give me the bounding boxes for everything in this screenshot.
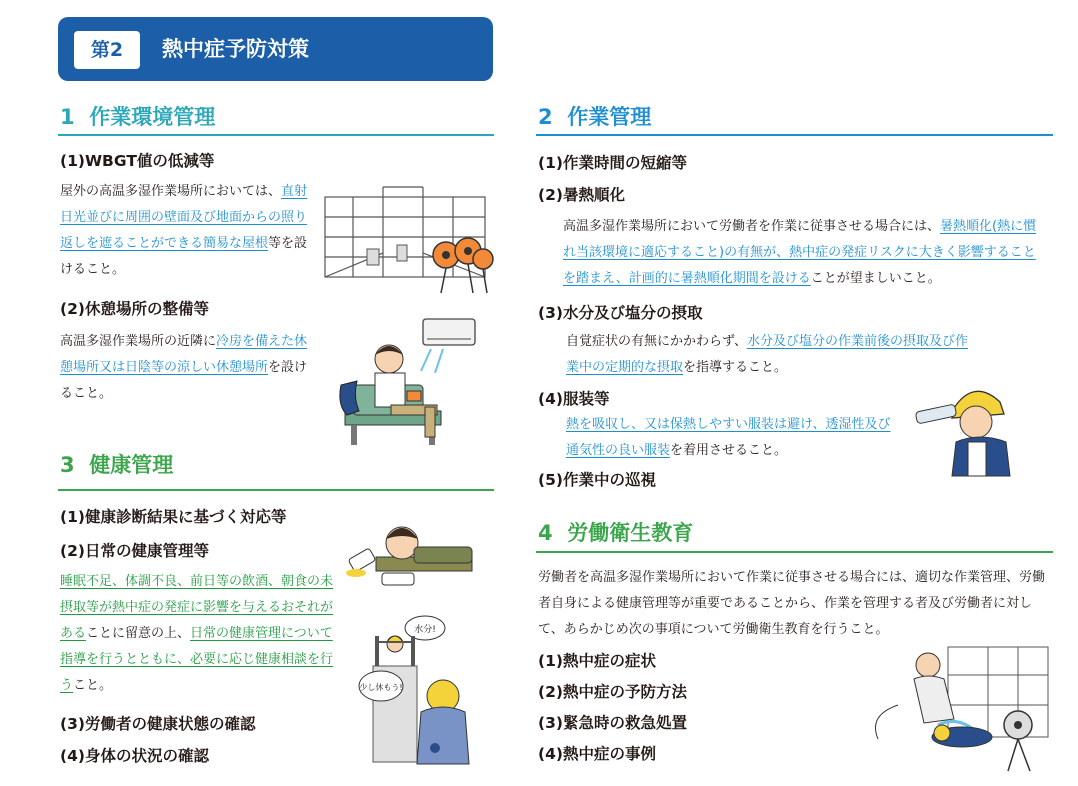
worker-drinking-illustration	[910, 378, 1015, 478]
s1-rest-area-emphasis: 冷房を備えた休憩場所又は日陰等の涼しい休憩場所	[60, 334, 308, 375]
fan-icon	[433, 238, 493, 293]
section-2-heading	[538, 102, 651, 132]
s2-sub-clothing: (4)服装等	[538, 390, 610, 408]
s1-sub-rest-area: (2)休憩場所の整備等	[60, 300, 209, 318]
section-3-number: 3	[60, 453, 75, 477]
section-4-underline	[536, 551, 1053, 553]
section-1-heading	[60, 102, 215, 132]
s1-wbgt-text: 屋外の高温多湿作業場所においては、直射日光並びに周囲の壁面及び地面からの照り返しを遮ることができる簡易な屋根等を設けること。	[60, 184, 308, 277]
s2-sub-hours: (1)作業時間の短縮等	[538, 154, 687, 172]
scaffold-fans-illustration	[323, 183, 495, 295]
s2-sub-patrol: (5)作業中の巡視	[538, 471, 656, 489]
section-2-title: 作業管理	[567, 105, 652, 129]
s1-wbgt-emphasis: 直射日光並びに周囲の壁面及び地面からの照り返しを遮ることができる簡易な屋根	[60, 184, 308, 251]
section-3-heading	[60, 450, 173, 480]
s2-acclimatization-emphasis: 暑熱順化(熱に慣れ当該環境に適応すること)の有無が、熱中症の発症リスクに大きく影響することを踏まえ、計画的に暑熱順化期間を設ける	[563, 219, 1037, 286]
section-4-title: 労働衛生教育	[567, 521, 694, 545]
s4-item-symptoms: (1)熱中症の症状	[538, 652, 656, 670]
chapter-banner	[58, 17, 493, 81]
bubble-text-water: 水分!	[414, 625, 436, 635]
section-1-underline	[58, 134, 494, 136]
resting-worker-illustration	[335, 315, 480, 450]
bubble-text-rest: 少し休もう!	[359, 683, 403, 692]
chapter-badge: 第2	[74, 31, 140, 69]
s2-hydration-text: 自覚症状の有無にかかわらず、水分及び塩分の作業前後の摂取及び作業中の定期的な摂取を指導すること。	[566, 334, 968, 375]
section-2-number: 2	[538, 105, 553, 129]
s3-sub-body: (4)身体の状況の確認	[60, 747, 209, 765]
speech-bubble-rest	[359, 671, 403, 701]
s3-sub-condition: (3)労働者の健康状態の確認	[60, 715, 256, 733]
s4-education-text: 労働者を高温多湿作業場所において作業に従事させる場合には、適切な作業管理、労働者自身による健康管理等が重要であることから、作業を管理する者及び労働者に対して、あらかじめ次の事項について労働衛生教育を行うこと。	[538, 570, 1046, 637]
s2-acclimatization-text: 高温多湿作業場所において労働者を作業に従事させる場合には、暑熱順化(熱に慣れ当該環境に適応すること)の有無が、熱中症の発症リスクに大きく影響することを踏まえ、計画的に暑熱順化期間を設けることが望ましいこと。	[563, 219, 1037, 286]
s3-daily-emphasis-2: 日常の健康管理について指導を行うとともに、必要に応じ健康相談を行う	[60, 626, 334, 693]
s2-sub-hydration: (3)水分及び塩分の摂取	[538, 304, 703, 322]
section-1-number: 1	[60, 105, 75, 129]
section-3-title: 健康管理	[89, 453, 174, 477]
s4-item-prevention: (2)熱中症の予防方法	[538, 683, 687, 701]
s1-rest-area-text: 高温多湿作業場所の近隣に冷房を備えた休憩場所又は日陰等の涼しい休憩場所を設けること。	[60, 334, 308, 401]
first-aid-illustration	[858, 645, 1053, 775]
health-check-illustration	[355, 612, 475, 772]
s2-clothing-emphasis: 熱を吸収し、又は保熱しやすい服装は避け、透湿性及び通気性の良い服装	[566, 417, 891, 458]
s2-clothing-text: 熱を吸収し、又は保熱しやすい服装は避け、透湿性及び通気性の良い服装を着用させること。	[566, 417, 891, 458]
section-4-number: 4	[538, 521, 553, 545]
s2-sub-acclimatization: (2)暑熱順化	[538, 186, 625, 204]
s3-daily-emphasis-1: 睡眠不足、体調不良、前日等の飲酒、朝食の未摂取等が熱中症の発症に影響を与えるおそれがある	[60, 574, 334, 641]
s2-hydration-emphasis: 水分及び塩分の作業前後の摂取及び作業中の定期的な摂取	[566, 334, 968, 375]
section-3-underline	[58, 489, 494, 491]
section-4-heading	[538, 518, 693, 548]
s3-sub-checkup: (1)健康診断結果に基づく対応等	[60, 508, 287, 526]
s3-sub-daily: (2)日常の健康管理等	[60, 542, 209, 560]
fan-icon	[1004, 711, 1032, 771]
s3-daily-text: 睡眠不足、体調不良、前日等の飲酒、朝食の未摂取等が熱中症の発症に影響を与えるおそれがあることに留意の上、日常の健康管理について指導を行うとともに、必要に応じ健康相談を行うこと。	[60, 574, 334, 693]
air-conditioner-icon	[421, 319, 475, 373]
s4-item-first-aid: (3)緊急時の救急処置	[538, 714, 687, 732]
chapter-title: 熱中症予防対策	[162, 37, 309, 61]
section-1-title: 作業環境管理	[89, 105, 216, 129]
section-2-underline	[536, 134, 1053, 136]
s1-sub-wbgt: (1)WBGT値の低減等	[60, 152, 215, 170]
s4-item-cases: (4)熱中症の事例	[538, 745, 656, 763]
drinking-alcohol-illustration	[346, 515, 478, 590]
